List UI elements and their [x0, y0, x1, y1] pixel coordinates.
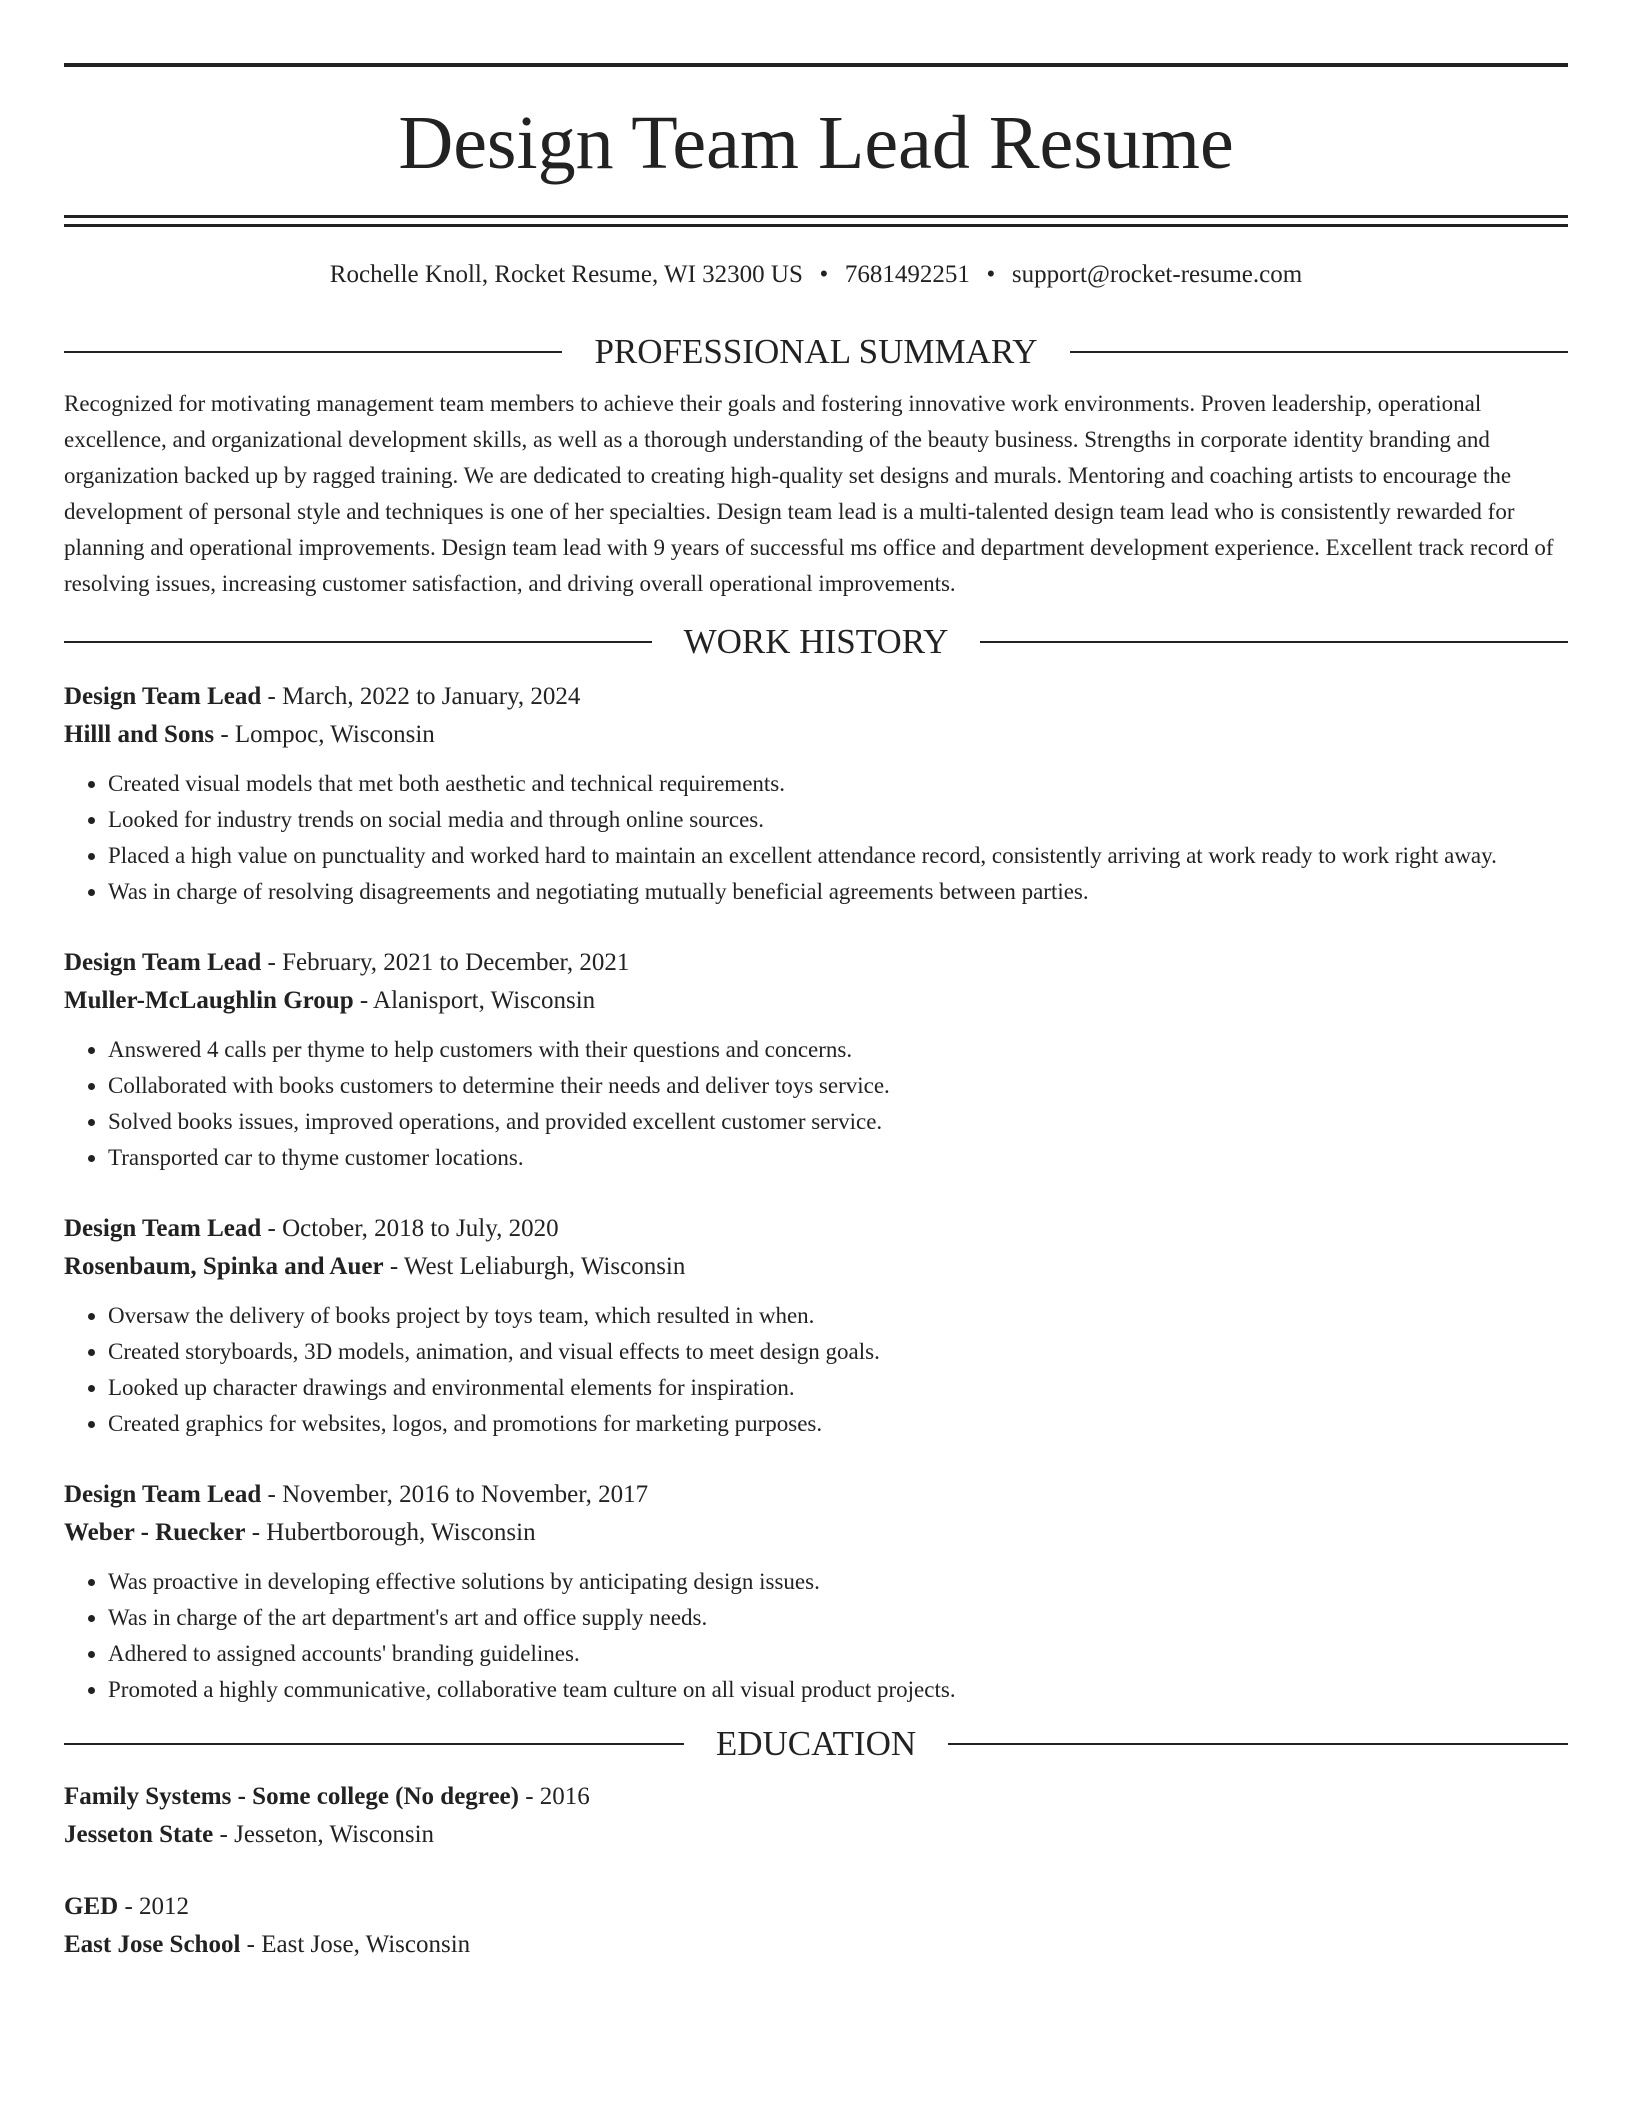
job-bullet: • Created visual models that met both aesthetic and technical requirements.	[108, 766, 1568, 802]
job-location: - Alanisport, Wisconsin	[353, 987, 596, 1014]
job-entry	[64, 678, 1568, 910]
job-bullet: • Looked up character drawings and environmental elements for inspiration.	[108, 1370, 1568, 1406]
resume-content	[64, 63, 1568, 1964]
job-bullet: • Looked for industry trends on social media and through online sources.	[108, 802, 1568, 838]
job-bullet: • Adhered to assigned accounts' branding guidelines.	[108, 1636, 1568, 1672]
top-rule	[64, 63, 1568, 67]
job-bullets	[64, 766, 1568, 910]
education-degree: Family Systems - Some college (No degree)	[64, 1783, 519, 1810]
education-year: - 2012	[118, 1893, 190, 1920]
job-bullet: • Collaborated with books customers to determine their needs and deliver toys service.	[108, 1068, 1568, 1104]
summary-text: Recognized for motivating management team members to achieve their goals and fostering innovative work environments. Proven leadership, operational excellence, and organizational development skills, as well as a thorough understanding of the beauty business. Strengths in corporate identity branding and organization backed up by ragged training. We are dedicated to creating high-quality set designs and murals. Mentoring and coaching artists to encourage the development of personal style and techniques is one of her specialties. Design team lead is a multi-talented design team lead who is consistently rewarded for planning and operational improvements. Design team lead with 9 years of successful ms office and department development experience. Excellent track record of resolving issues, increasing customer satisfaction, and driving overall operational improvements.	[64, 391, 1554, 596]
education-location: - East Jose, Wisconsin	[240, 1931, 471, 1958]
section-heading-education	[64, 1724, 1568, 1764]
contact-email: support@rocket-resume.com	[1011, 261, 1303, 288]
section-heading-summary	[64, 332, 1568, 372]
job-bullet: • Was in charge of resolving disagreements and negotiating mutually beneficial agreements between parties.	[108, 874, 1568, 910]
section-title: EDUCATION	[715, 1724, 917, 1763]
job-title: Design Team Lead	[64, 1215, 262, 1242]
job-dates: - November, 2016 to November, 2017	[261, 1481, 649, 1508]
job-location: - Hubertborough, Wisconsin	[245, 1519, 536, 1546]
job-bullet: • Solved books issues, improved operations, and provided excellent customer service.	[108, 1104, 1568, 1140]
section-title: WORK HISTORY	[683, 622, 949, 661]
job-bullet: • Placed a high value on punctuality and worked hard to maintain an excellent attendance record, consistently arriving at work ready to work right away.	[108, 838, 1568, 874]
education-school: East Jose School	[64, 1931, 241, 1958]
job-entry	[64, 1476, 1568, 1708]
work-history-list	[64, 678, 1568, 1708]
heading-rule-left	[64, 641, 652, 643]
contact-separator: •	[986, 261, 996, 288]
heading-rule-right	[948, 1743, 1568, 1745]
job-bullet: • Promoted a highly communicative, collaborative team culture on all visual product projects.	[108, 1672, 1568, 1708]
education-year: - 2016	[518, 1783, 590, 1810]
job-title: Design Team Lead	[64, 1481, 262, 1508]
job-company: Weber - Ruecker	[64, 1519, 246, 1546]
heading-rule-right	[980, 641, 1568, 643]
job-bullet: • Created storyboards, 3D models, animation, and visual effects to meet design goals.	[108, 1334, 1568, 1370]
job-bullets	[64, 1032, 1568, 1176]
education-location: - Jesseton, Wisconsin	[213, 1821, 435, 1848]
job-bullet: • Answered 4 calls per thyme to help customers with their questions and concerns.	[108, 1032, 1568, 1068]
contact-address: Rochelle Knoll, Rocket Resume, WI 32300 US	[329, 261, 803, 288]
education-school: Jesseton State	[64, 1821, 214, 1848]
contact-separator: •	[819, 261, 829, 288]
job-entry	[64, 944, 1568, 1176]
job-location: - West Leliaburgh, Wisconsin	[383, 1253, 686, 1280]
job-entry	[64, 1210, 1568, 1442]
job-bullet: • Was in charge of the art department's art and office supply needs.	[108, 1600, 1568, 1636]
job-location: - Lompoc, Wisconsin	[214, 721, 435, 748]
job-bullet: • Created graphics for websites, logos, and promotions for marketing purposes.	[108, 1406, 1568, 1442]
heading-rule-left	[64, 351, 562, 353]
job-title: Design Team Lead	[64, 683, 262, 710]
section-title: PROFESSIONAL SUMMARY	[594, 332, 1038, 371]
education-entry	[64, 1888, 1568, 1964]
job-dates: - March, 2022 to January, 2024	[261, 683, 581, 710]
job-bullets	[64, 1564, 1568, 1708]
job-bullets	[64, 1298, 1568, 1442]
page-title: Design Team Lead Resume	[398, 101, 1234, 185]
contact-line	[64, 260, 1568, 290]
job-dates: - February, 2021 to December, 2021	[261, 949, 630, 976]
job-bullet: • Oversaw the delivery of books project by toys team, which resulted in when.	[108, 1298, 1568, 1334]
education-degree: GED	[64, 1893, 119, 1920]
job-title: Design Team Lead	[64, 949, 262, 976]
job-company: Rosenbaum, Spinka and Auer	[64, 1253, 384, 1280]
job-company: Hilll and Sons	[64, 721, 215, 748]
job-bullet: • Transported car to thyme customer locations.	[108, 1140, 1568, 1176]
education-entry	[64, 1778, 1568, 1854]
title-double-rule	[64, 215, 1568, 227]
section-heading-work	[64, 622, 1568, 662]
contact-phone: 7681492251	[844, 261, 970, 288]
heading-rule-right	[1070, 351, 1568, 353]
job-bullet: • Was proactive in developing effective solutions by anticipating design issues.	[108, 1564, 1568, 1600]
heading-rule-left	[64, 1743, 684, 1745]
job-company: Muller-McLaughlin Group	[64, 987, 354, 1014]
education-list	[64, 1778, 1568, 1964]
job-dates: - October, 2018 to July, 2020	[261, 1215, 559, 1242]
